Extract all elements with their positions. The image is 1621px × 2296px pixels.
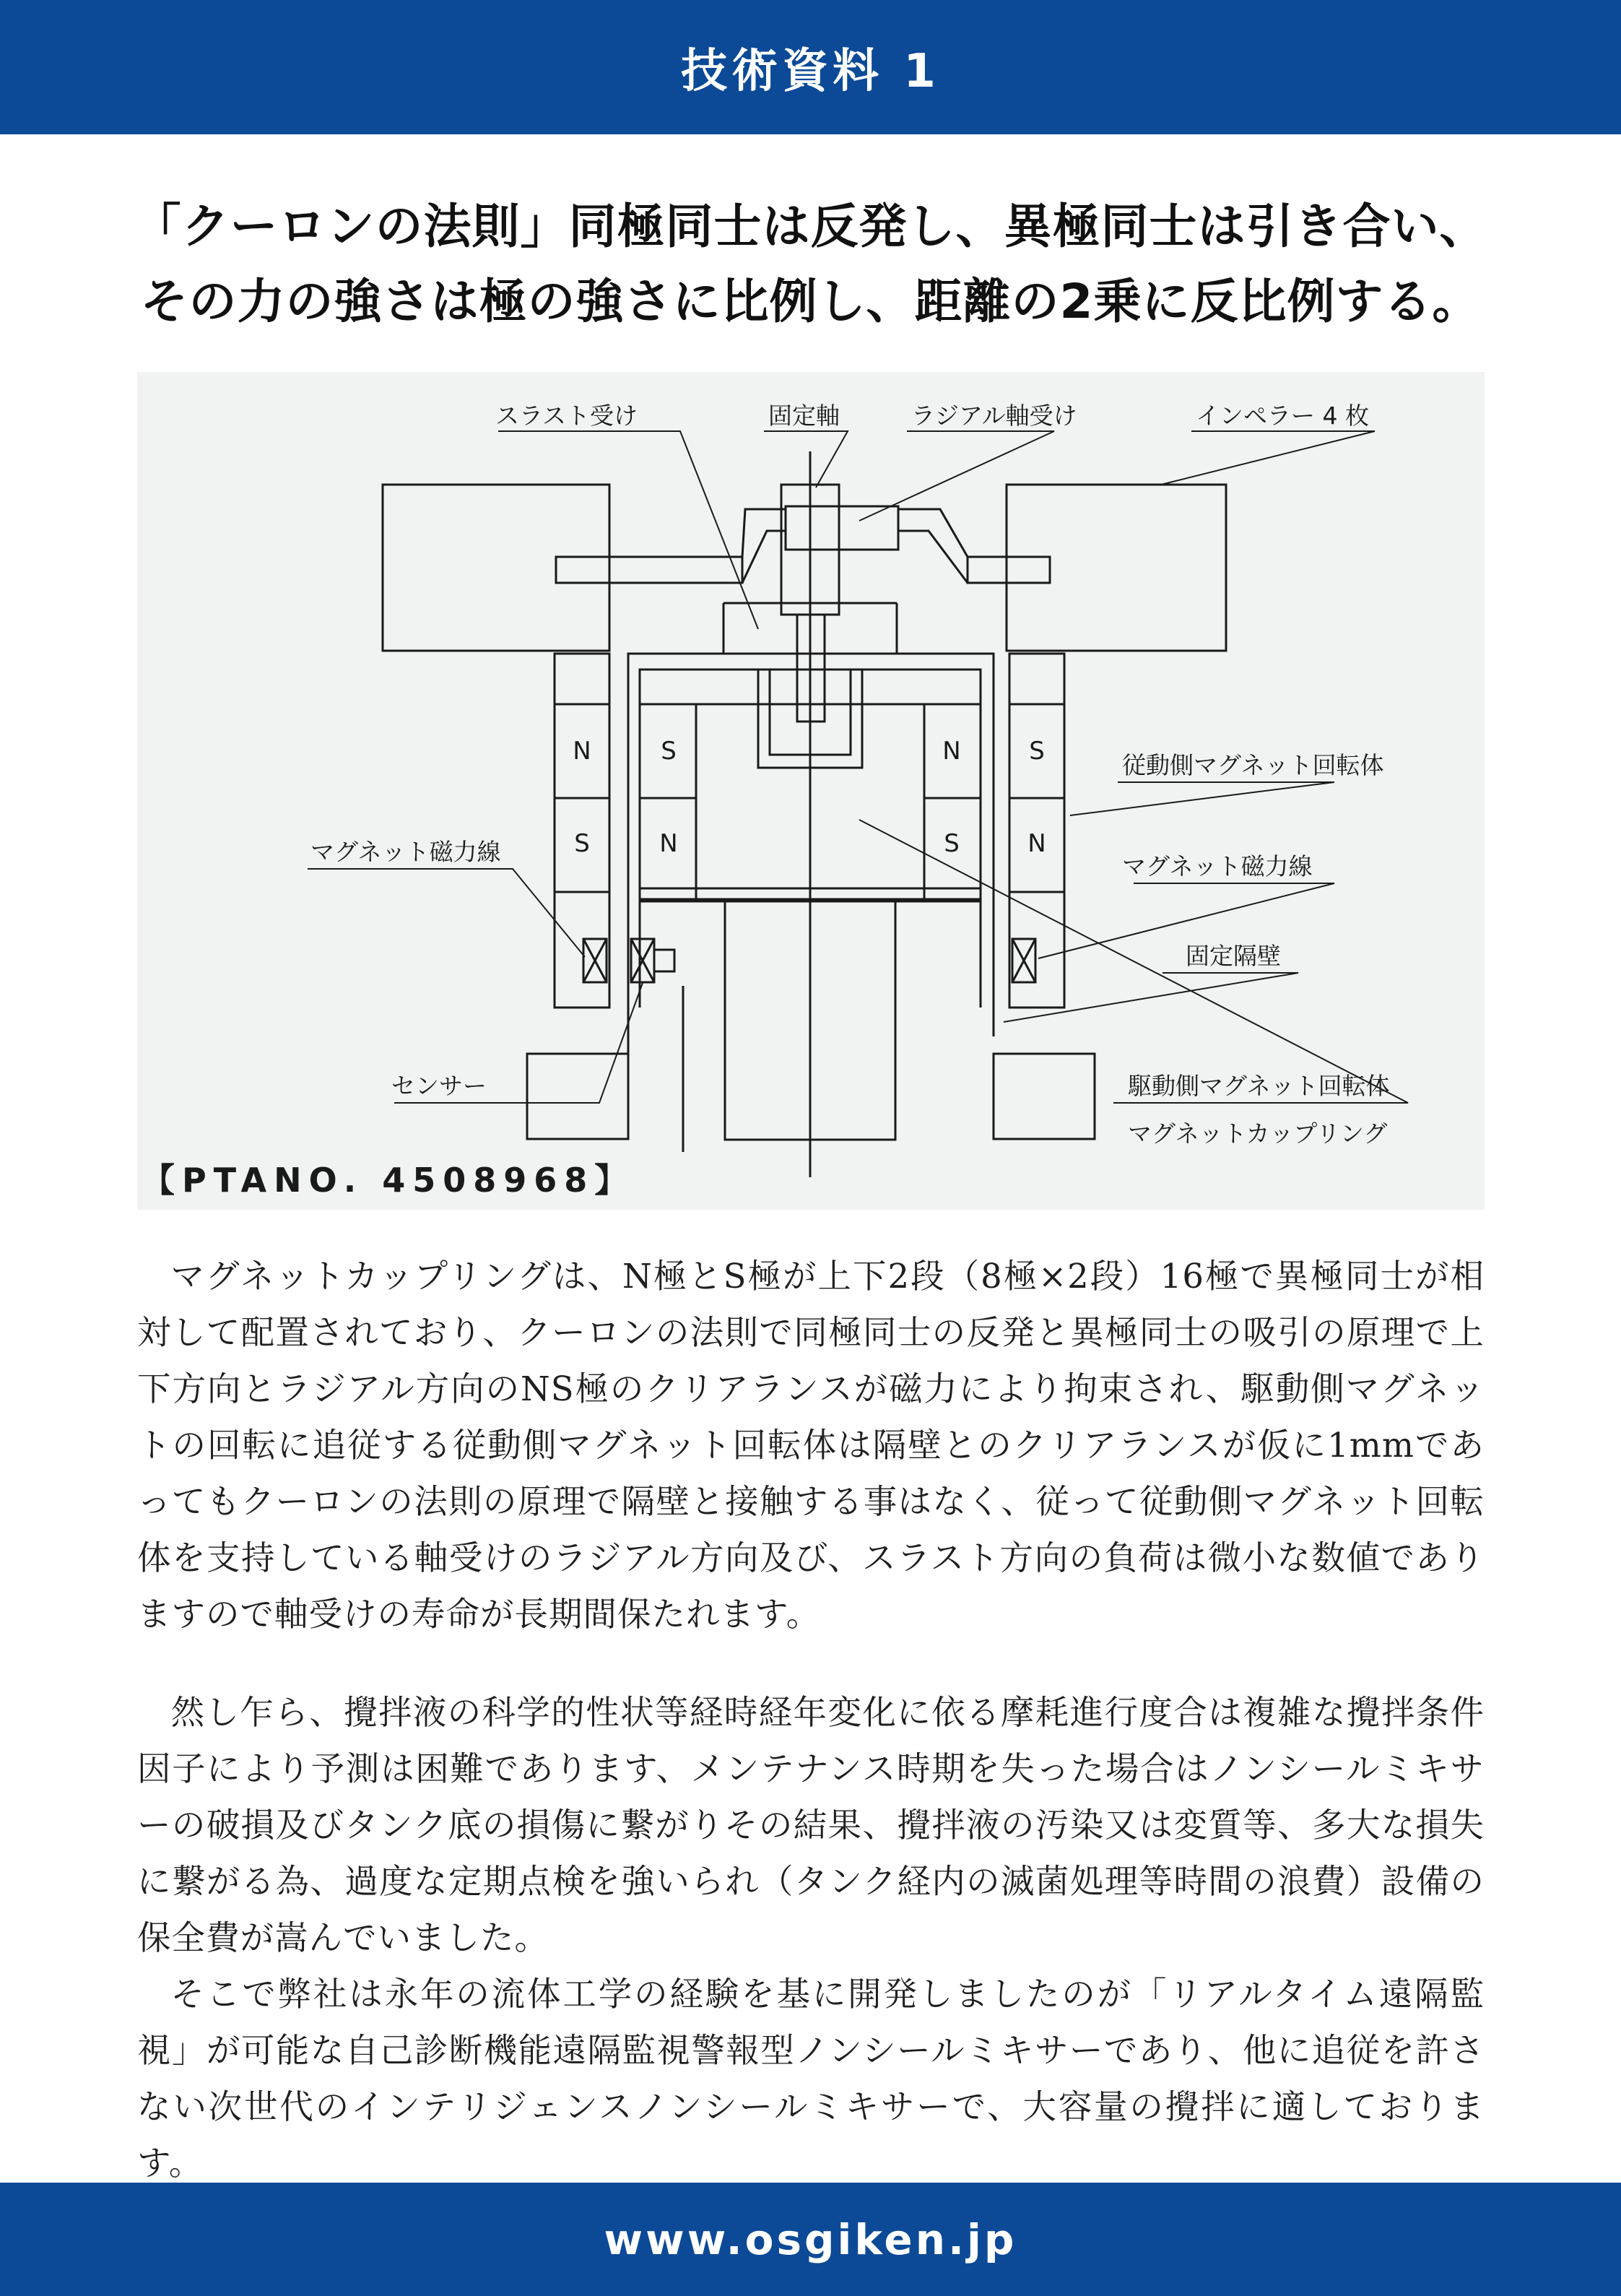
magnet-coupling-diagram — [137, 372, 1485, 1210]
pole-left-outer-bottom: S — [574, 829, 590, 858]
top-plate-right — [968, 557, 1050, 583]
body-paragraph-2-block — [137, 1684, 1485, 2191]
sensor — [654, 950, 674, 971]
pole-left-outer-top: N — [573, 737, 591, 766]
label-thrust-bearing: スラスト受け — [495, 402, 638, 430]
label-driven-rotor: 従動側マグネット回転体 — [1122, 751, 1384, 779]
body-paragraph-3: そこで弊社は永年の流体工学の経験を基に開発しましたのが「リアルタイム遠隔監視」が可能な自己診断機能遠隔監視警報型ノンシールミキサーであり、他に追従を許さない次世代のインテリジェンスノンシールミキサーで、大容量の攪拌に適しております。 — [137, 1975, 1485, 2183]
pole-right-outer-top: S — [1029, 737, 1045, 766]
footer-url: www.osgiken.jp — [604, 2214, 1017, 2264]
footer-bar — [0, 2183, 1621, 2296]
headline — [0, 189, 1621, 339]
label-sensor: センサー — [391, 1072, 487, 1100]
pole-right-outer-bottom: N — [1027, 829, 1046, 858]
pole-right-inner-bottom: S — [944, 829, 960, 858]
label-fixed-wall: 固定隔壁 — [1186, 942, 1281, 970]
pole-left-inner-top: S — [661, 737, 677, 766]
bottom-block-right — [994, 1054, 1095, 1139]
label-drive-rotor: 駆動側マグネット回転体 — [1128, 1072, 1390, 1100]
label-magnet-field-right: マグネット磁力線 — [1122, 852, 1313, 880]
patent-number: 【PTANO. 4508968】 — [142, 1161, 635, 1200]
label-radial-bearing: ラジアル軸受け — [911, 402, 1077, 430]
label-coupling: マグネットカップリング — [1128, 1119, 1388, 1148]
label-magnet-field-left: マグネット磁力線 — [310, 838, 501, 866]
label-impeller: インペラー 4 枚 — [1196, 402, 1369, 430]
page-title: 技術資料 1 — [681, 45, 940, 98]
body-paragraph-1-block — [137, 1248, 1485, 1642]
label-fixed-shaft: 固定軸 — [768, 402, 840, 430]
impeller-left — [383, 485, 609, 651]
diagram-panel — [137, 372, 1485, 1210]
top-plate-left — [556, 557, 742, 583]
header-bar — [0, 0, 1621, 134]
pole-left-inner-bottom: N — [659, 829, 678, 858]
headline-line-1: 「クーロンの法則」同極同士は反発し、異極同士は引き合い、 — [133, 199, 1488, 254]
headline-line-2: その力の強さは極の強さに比例し、距離の2乗に反比例する。 — [140, 274, 1481, 329]
pole-right-inner-top: N — [942, 737, 961, 766]
impeller-right — [1007, 485, 1226, 651]
body-paragraph-1: マグネットカップリングは、N極とS極が上下2段（8極×2段）16極で異極同士が相対して配置されており、クーロンの法則で同極同士の反発と異極同士の吸引の原理で上下方向とラジアル方向のNS極のクリアランスが磁力により拘束され、駆動側マグネットの回転に追従する従動側マグネット回転体は隔壁とのクリアランスが仮に1mmであってもクーロンの法則の原理で隔壁と接触する事はなく、従って従動側マグネット回転体を支持している軸受けのラジアル方向及び、スラスト方向の負荷は微小な数値でありますので軸受けの寿命が長期間保たれます。 — [137, 1257, 1485, 1634]
body-paragraph-2: 然し乍ら、攪拌液の科学的性状等経時経年変化に依る摩耗進行度合は複雑な攪拌条件因子により予測は困難であります、メンテナンス時期を失った場合はノンシールミキサーの破損及びタンク底の損傷に繋がりその結果、攪拌液の汚染又は変質等、多大な損失に繋がる為、過度な定期点検を強いられ（タンク経内の滅菌処理等時間の浪費）設備の保全費が嵩んでいました。 — [137, 1693, 1485, 1957]
